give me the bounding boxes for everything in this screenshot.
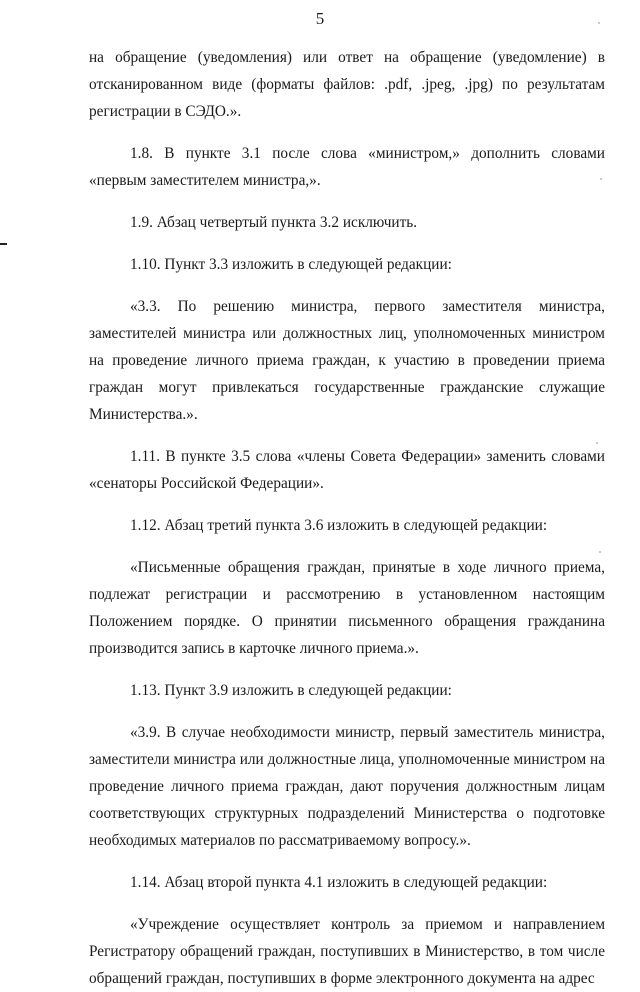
paragraph: «Письменные обращения граждан, принятые в ходе личного приема, подлежат регистрации и рассмотрению в установленном настоящим Положением порядке. О принятии письменного обращения гражданина производится запись в карточке личного приема.». xyxy=(89,559,605,657)
document-body xyxy=(89,44,605,992)
paragraph: «3.9. В случае необходимости министр, первый заместитель министра, заместители министра или должностные лица, уполномоченные министром на проведение личного приема граждан, дают поручения должностным лицам соответствующих структурных подразделений Министерства о подготовке необходимых материалов по рассматриваемому вопросу.». xyxy=(89,724,605,849)
paragraph: 1.11. В пункте 3.5 слова «члены Совета Федерации» заменить словами «сенаторы Российской Федерации». xyxy=(89,448,605,492)
paragraph: 1.13. Пункт 3.9 изложить в следующей редакции: xyxy=(130,682,452,699)
paragraph: 1.10. Пункт 3.3 изложить в следующей редакции: xyxy=(130,256,452,273)
scan-speck xyxy=(598,22,600,24)
paragraph: на обращение (уведомления) или ответ на обращение (уведомление) в отсканированном виде (форматы файлов: .pdf, .jpeg, .jpg) по результатам регистрации в СЭДО.». xyxy=(89,49,605,120)
paragraph: 1.12. Абзац третий пункта 3.6 изложить в следующей редакции: xyxy=(130,517,548,534)
paragraph: 1.14. Абзац второй пункта 4.1 изложить в следующей редакции: xyxy=(130,874,548,891)
page-number: 5 xyxy=(315,9,325,28)
paragraph: 1.8. В пункте 3.1 после слова «министром,» дополнить словами «первым заместителем министра,». xyxy=(89,145,605,189)
paragraph: 1.9. Абзац четвертый пункта 3.2 исключить. xyxy=(130,214,418,231)
paragraph: «3.3. По решению министра, первого заместителя министра, заместителей министра или должностных лиц, уполномоченных министром на проведение личного приема граждан, к участию в проведении приема граждан могут привлекаться государственные гражданские служащие Министерства.». xyxy=(89,298,605,423)
paragraph: «Учреждение осуществляет контроль за приемом и направлением Регистратору обращений граждан, поступивших в Министерство, в том числе обращений граждан, поступивших в форме электронного документа на адрес xyxy=(89,916,605,987)
margin-mark xyxy=(0,243,7,245)
